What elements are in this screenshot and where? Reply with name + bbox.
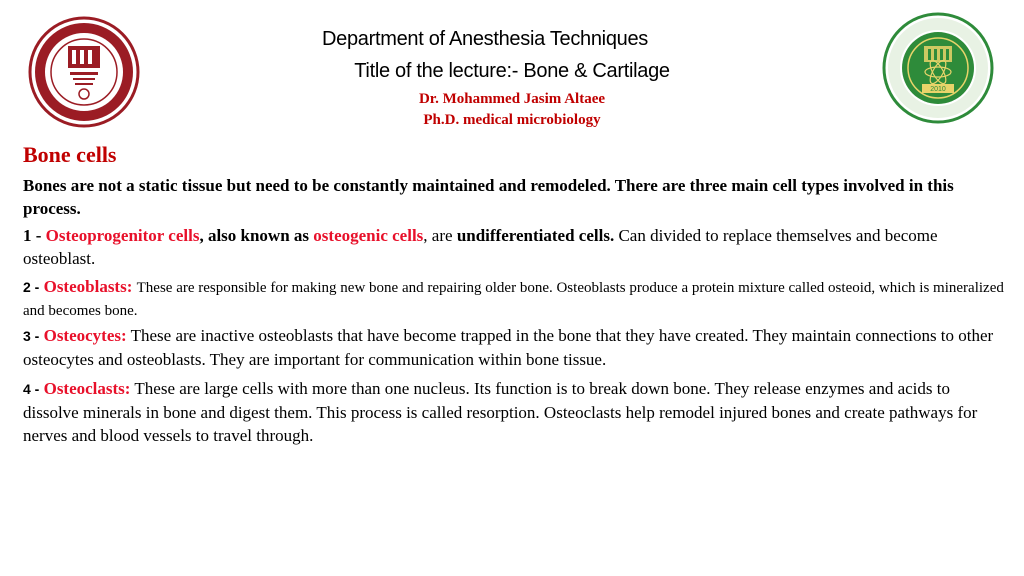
term-osteogenic: osteogenic cells xyxy=(313,226,424,245)
term-osteoclasts: Osteoclasts: xyxy=(43,379,131,398)
author-name: Dr. Mohammed Jasim Altaee xyxy=(418,91,606,107)
term-osteocytes: Osteocytes: xyxy=(43,326,127,345)
department-name: Department of Anesthesia Techniques xyxy=(321,28,648,50)
section-title: Bone cells xyxy=(23,142,117,167)
item-number: 3 - xyxy=(23,328,40,344)
item-number: 2 - xyxy=(23,279,40,295)
item-description: These are inactive osteoblasts that have become trapped in the bone that they have created. They maintain connections to other osteocytes and osteoblasts. They are important for communication within bone tissue. xyxy=(23,326,994,369)
lecture-title xyxy=(0,60,1024,83)
aka-label: , also known as xyxy=(199,226,310,245)
item-description: These are large cells with more than one nucleus. Its function is to break down bone. They release enzymes and acids to dissolve minerals in bone and digest them. This process is called resorption. Osteoclasts help remodel injured bones and create pathways for nerves and blood vessels to travel through. xyxy=(23,379,978,445)
item-description: Can divided to replace themselves and become osteoblast. xyxy=(23,226,938,268)
list-item-osteoprogenitor xyxy=(23,224,1008,270)
term-osteoblasts: Osteoblasts: xyxy=(43,277,133,296)
author-degree: Ph.D. medical microbiology xyxy=(423,112,601,128)
term-osteoprogenitor: Osteoprogenitor cells xyxy=(45,226,200,245)
lecture-content xyxy=(23,142,1008,447)
item-number: 4 - xyxy=(23,381,40,397)
undifferentiated-text: undifferentiated cells. xyxy=(456,226,615,245)
item-number: 1 - xyxy=(23,226,42,245)
list-item-osteoblasts xyxy=(23,276,1008,322)
item-description: These are responsible for making new bone and repairing older bone. Osteoblasts produce a protein mixture called osteoid, which is mineralized and becomes bone. xyxy=(23,280,1004,319)
logo-year: 2010 xyxy=(930,86,946,93)
list-item-osteoclasts xyxy=(23,377,1008,447)
are-text: , are xyxy=(423,226,453,245)
department-title xyxy=(0,28,1024,51)
author-block xyxy=(0,89,1024,131)
intro-paragraph: Bones are not a static tissue but need to be constantly maintained and remodeled. There are three main cell types involved in this process. xyxy=(23,176,954,218)
lecture-title-text: Title of the lecture:- Bone & Cartilage xyxy=(354,60,670,82)
list-item-osteocytes xyxy=(23,324,1008,371)
